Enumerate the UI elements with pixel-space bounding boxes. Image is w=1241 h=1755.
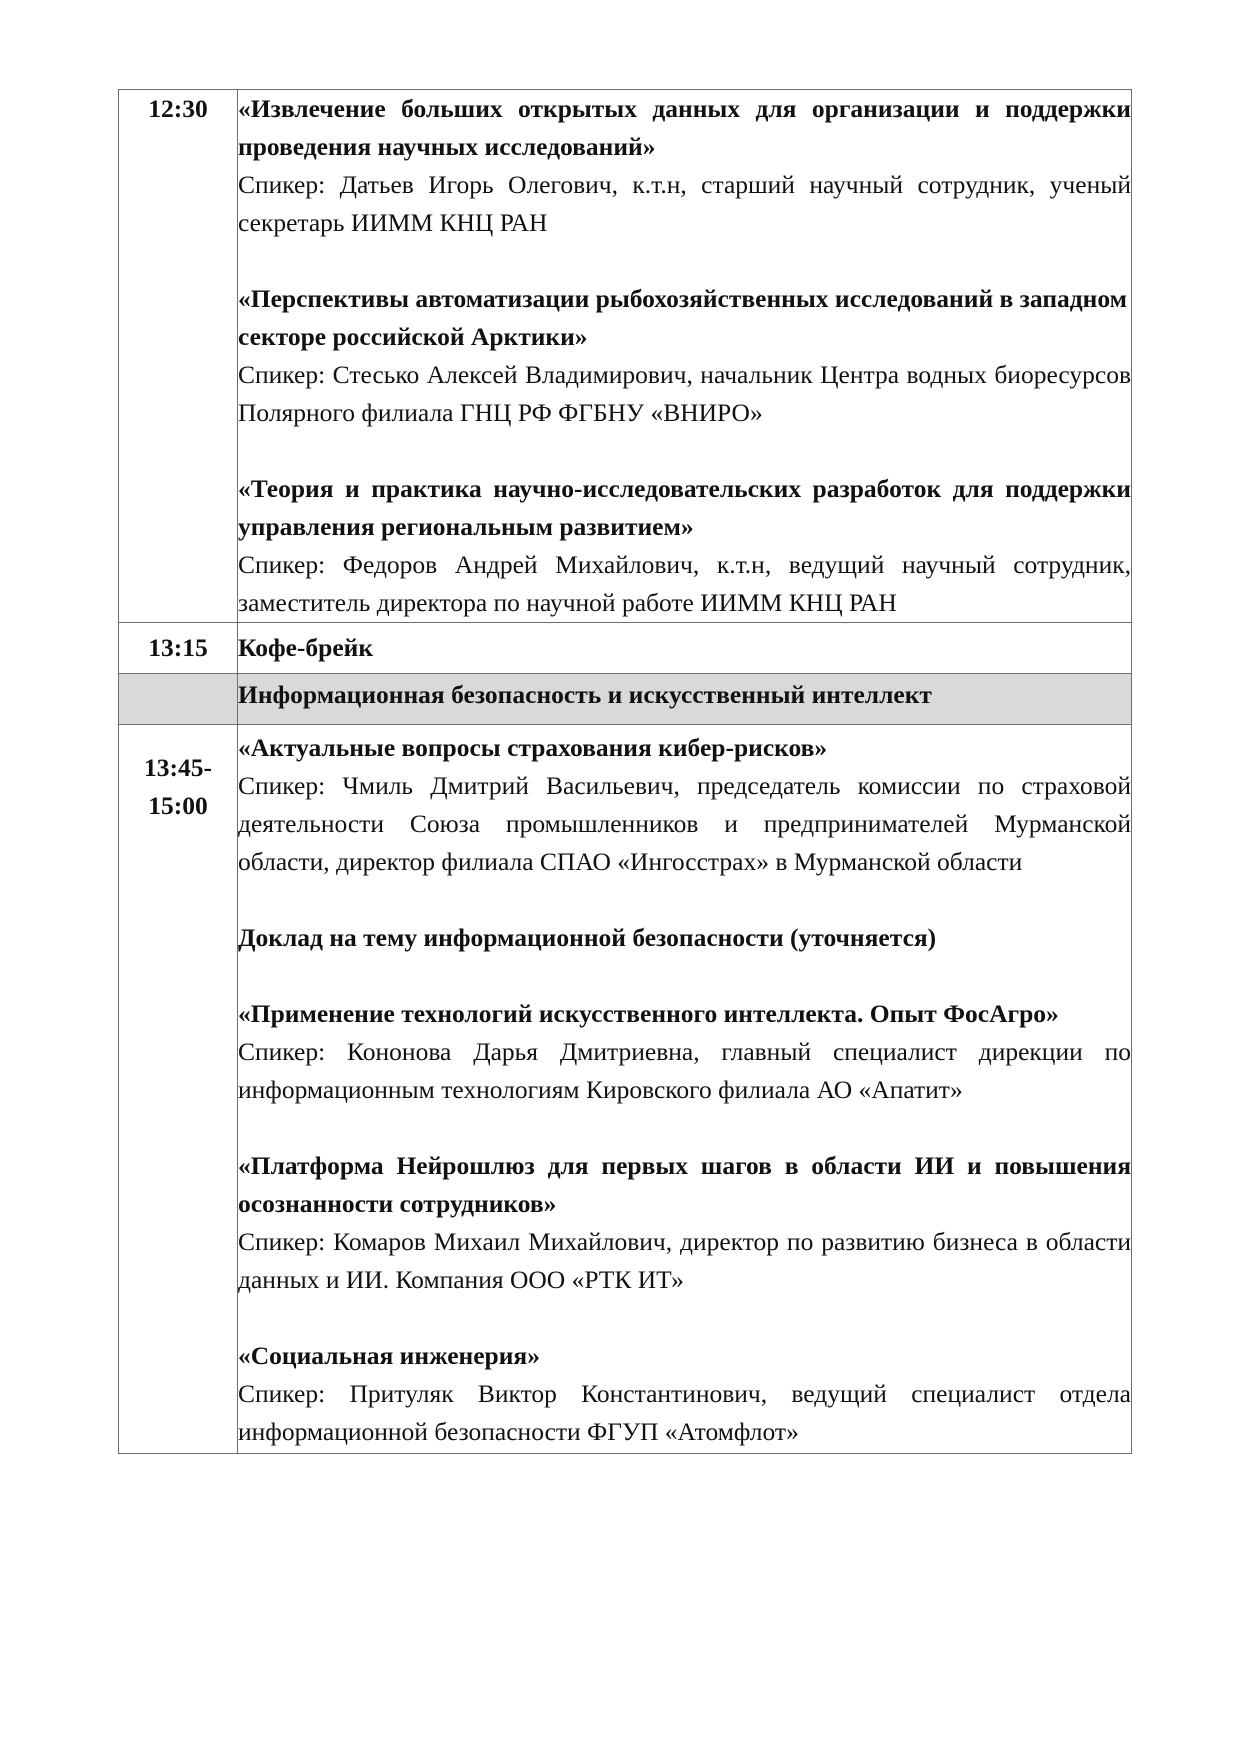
talk-item (238, 729, 1131, 881)
talk-item (238, 90, 1131, 242)
empty-time-cell (119, 674, 238, 725)
talk-title: «Актуальные вопросы страхования кибер-рисков» (238, 733, 828, 762)
talk-title: «Теория и практика научно-исследовательских разработок для поддержки управления региональным развитием» (238, 474, 1131, 541)
section-title-cell (238, 674, 1132, 725)
talks-cell (238, 725, 1132, 1454)
time-label: 12:30 (148, 94, 208, 123)
section-header-row (119, 674, 1132, 725)
talk-title: «Платформа Нейрошлюз для первых шагов в области ИИ и повышения осознанности сотрудников» (238, 1151, 1131, 1218)
talks-cell (238, 90, 1132, 623)
talk-title: «Извлечение больших открытых данных для организации и поддержки проведения научных исследований» (238, 94, 1131, 161)
talk-item (238, 280, 1131, 432)
talk-speaker: Спикер: Датьев Игорь Олегович, к.т.н, старший научный сотрудник, ученый секретарь ИИММ КНЦ РАН (238, 170, 1131, 237)
break-cell (238, 623, 1132, 674)
time-cell (119, 725, 238, 1454)
time-cell (119, 90, 238, 623)
time-label: 13:15 (148, 633, 208, 662)
talk-title: Доклад на тему информационной безопасности (уточняется) (238, 923, 937, 952)
talk-title: «Применение технологий искусственного интеллекта. Опыт ФосАгро» (238, 999, 1059, 1028)
talk-speaker: Спикер: Притуляк Виктор Константинович, ведущий специалист отдела информационной безопасности ФГУП «Атомфлот» (238, 1379, 1131, 1446)
table-row (119, 90, 1132, 623)
talk-title: «Перспективы автоматизации рыбохозяйственных исследований в западном секторе российской Арктики» (238, 284, 1127, 351)
program-table (118, 89, 1132, 1454)
time-cell (119, 623, 238, 674)
talk-speaker: Спикер: Федоров Андрей Михайлович, к.т.н, ведущий научный сотрудник, заместитель директора по научной работе ИИММ КНЦ РАН (238, 550, 1131, 617)
talk-speaker: Спикер: Стесько Алексей Владимирович, начальник Центра водных биоресурсов Полярного филиала ГНЦ РФ ФГБНУ «ВНИРО» (238, 360, 1131, 427)
talk-item (238, 1147, 1131, 1299)
section-title: Информационная безопасность и искусственный интеллект (238, 680, 932, 709)
time-end-label: 15:00 (148, 791, 208, 820)
table-row (119, 725, 1132, 1454)
talk-title: «Социальная инженерия» (238, 1341, 540, 1370)
talk-speaker: Спикер: Чмиль Дмитрий Васильевич, председатель комиссии по страховой деятельности Союза промышленников и предпринимателей Мурманской области, директор филиала СПАО «Ингосстрах» в Мурманской области (238, 771, 1131, 876)
coffee-break-label: Кофе-брейк (238, 633, 374, 662)
table-row (119, 623, 1132, 674)
talk-item (238, 995, 1131, 1109)
talk-item (238, 1337, 1131, 1451)
talk-speaker: Спикер: Кононова Дарья Дмитриевна, главный специалист дирекции по информационным технологиям Кировского филиала АО «Апатит» (238, 1037, 1131, 1104)
talk-item (238, 470, 1131, 622)
talk-speaker: Спикер: Комаров Михаил Михайлович, директор по развитию бизнеса в области данных и ИИ. Компания ООО «РТК ИТ» (238, 1227, 1131, 1294)
talk-item (238, 919, 1131, 957)
time-start-label: 13:45- (144, 753, 212, 782)
